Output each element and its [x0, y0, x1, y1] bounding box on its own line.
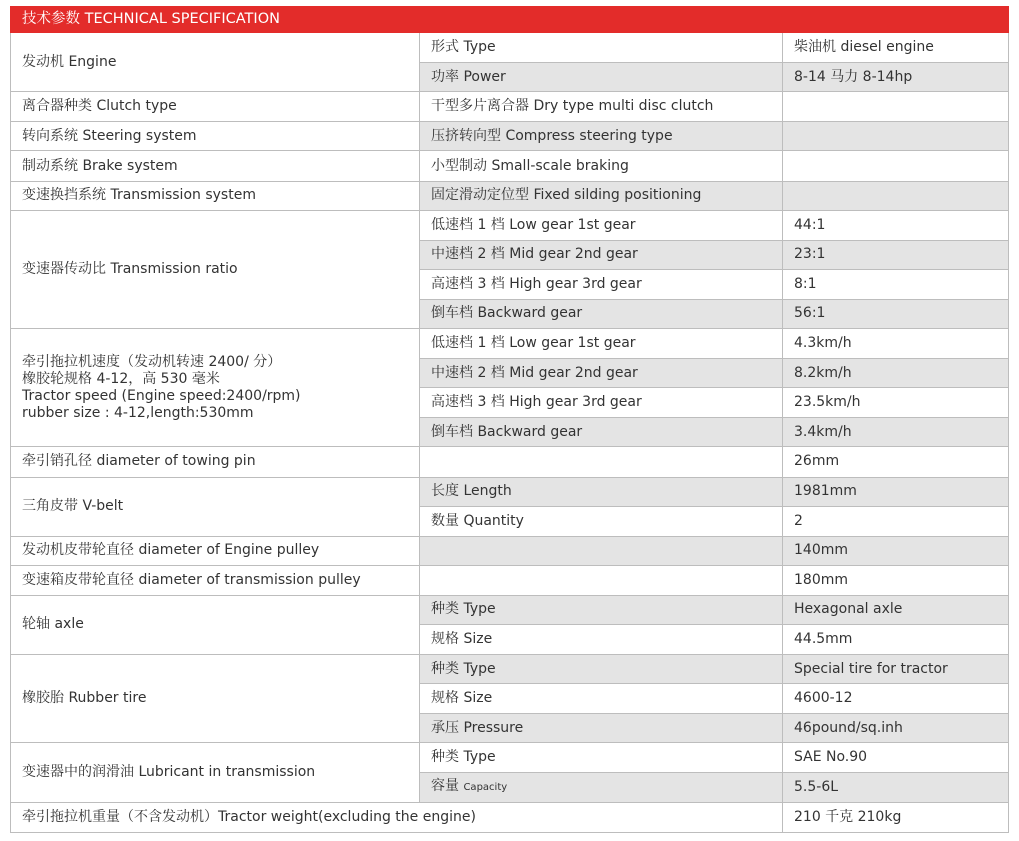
lubricant-type-value: SAE No.90: [783, 743, 1009, 773]
table-row: [11, 477, 1009, 506]
speed-low-value: 4.3km/h: [783, 329, 1009, 359]
steering-value: 压挤转向型 Compress steering type: [420, 122, 783, 151]
table-row: [11, 595, 1009, 624]
ratio-label: 变速器传动比 Transmission ratio: [11, 210, 420, 328]
table-row: [11, 447, 1009, 477]
table-row: [11, 33, 1009, 63]
ratio-low-value: 44:1: [783, 210, 1009, 240]
vbelt-qty-value: 2: [783, 506, 1009, 536]
ratio-high-value: 8:1: [783, 269, 1009, 299]
engine-pulley-value: 140mm: [783, 536, 1009, 565]
table-row: [11, 92, 1009, 122]
table-title: 技术参数 TECHNICAL SPECIFICATION: [11, 7, 420, 33]
table-row: [11, 181, 1009, 210]
table-row: [11, 743, 1009, 773]
axle-size-label: 规格 Size: [420, 624, 783, 654]
ratio-back-label: 倒车档 Backward gear: [420, 299, 783, 328]
vbelt-length-value: 1981mm: [783, 477, 1009, 506]
clutch-label: 离合器种类 Clutch type: [11, 92, 420, 122]
table-row: [11, 802, 1009, 832]
table-row: [11, 210, 1009, 240]
tire-size-value: 4600-12: [783, 684, 1009, 714]
speed-label: [11, 329, 420, 447]
axle-type-value: Hexagonal axle: [783, 595, 1009, 624]
table-row: [11, 151, 1009, 181]
axle-size-value: 44.5mm: [783, 624, 1009, 654]
table-row: [11, 536, 1009, 565]
speed-label-line4: rubber size : 4-12,length:530mm: [22, 404, 254, 421]
steering-label: 转向系统 Steering system: [11, 122, 420, 151]
lubricant-type-label: 种类 Type: [420, 743, 783, 773]
transmission-system-value: 固定滑动定位型 Fixed silding positioning: [420, 181, 783, 210]
tire-pressure-label: 承压 Pressure: [420, 714, 783, 743]
engine-power-label: 功率 Power: [420, 63, 783, 92]
spec-table: [10, 6, 1009, 833]
weight-label: 牵引拖拉机重量（不含发动机）Tractor weight(excluding the engine): [11, 802, 783, 832]
brake-value: 小型制动 Small-scale braking: [420, 151, 783, 181]
lubricant-label: 变速器中的润滑油 Lubricant in transmission: [11, 743, 420, 802]
tire-type-value: Special tire for tractor: [783, 655, 1009, 684]
table-row: [11, 565, 1009, 595]
vbelt-label: 三角皮带 V-belt: [11, 477, 420, 536]
vbelt-qty-label: 数量 Quantity: [420, 506, 783, 536]
tire-type-label: 种类 Type: [420, 655, 783, 684]
speed-back-label: 倒车档 Backward gear: [420, 418, 783, 447]
axle-type-label: 种类 Type: [420, 595, 783, 624]
axle-label: 轮轴 axle: [11, 595, 420, 654]
engine-type-label: 形式 Type: [420, 33, 783, 63]
speed-label-line2: 橡胶轮规格 4-12，高 530 毫米: [22, 370, 220, 387]
ratio-back-value: 56:1: [783, 299, 1009, 328]
ratio-mid-label: 中速档 2 档 Mid gear 2nd gear: [420, 240, 783, 269]
speed-high-label: 高速档 3 档 High gear 3rd gear: [420, 388, 783, 418]
towing-pin-label: 牵引销孔径 diameter of towing pin: [11, 447, 420, 477]
ratio-mid-value: 23:1: [783, 240, 1009, 269]
speed-mid-value: 8.2km/h: [783, 359, 1009, 388]
tire-label: 橡胶胎 Rubber tire: [11, 655, 420, 743]
table-header-row: [11, 7, 1009, 33]
lubricant-capacity-value: 5.5-6L: [783, 773, 1009, 802]
trans-pulley-value: 180mm: [783, 565, 1009, 595]
engine-power-value: 8-14 马力 8-14hp: [783, 63, 1009, 92]
speed-label-line3: Tractor speed (Engine speed:2400/rpm): [22, 387, 301, 404]
lubricant-capacity-label: [420, 773, 783, 802]
vbelt-length-label: 长度 Length: [420, 477, 783, 506]
table-row: [11, 655, 1009, 684]
brake-label: 制动系统 Brake system: [11, 151, 420, 181]
towing-pin-value: 26mm: [783, 447, 1009, 477]
weight-value: 210 千克 210kg: [783, 802, 1009, 832]
speed-high-value: 23.5km/h: [783, 388, 1009, 418]
speed-mid-label: 中速档 2 档 Mid gear 2nd gear: [420, 359, 783, 388]
speed-label-line1: 牵引拖拉机速度（发动机转速 2400/ 分）: [22, 353, 282, 370]
speed-low-label: 低速档 1 档 Low gear 1st gear: [420, 329, 783, 359]
engine-type-value: 柴油机 diesel engine: [783, 33, 1009, 63]
lubricant-capacity-label-en: Capacity: [463, 782, 508, 794]
speed-back-value: 3.4km/h: [783, 418, 1009, 447]
tire-pressure-value: 46pound/sq.inh: [783, 714, 1009, 743]
table-row: [11, 122, 1009, 151]
ratio-low-label: 低速档 1 档 Low gear 1st gear: [420, 210, 783, 240]
engine-label: 发动机 Engine: [11, 33, 420, 92]
lubricant-capacity-label-cn: 容量: [431, 778, 464, 795]
table-row: [11, 329, 1009, 359]
ratio-high-label: 高速档 3 档 High gear 3rd gear: [420, 269, 783, 299]
transmission-system-label: 变速换挡系统 Transmission system: [11, 181, 420, 210]
engine-pulley-label: 发动机皮带轮直径 diameter of Engine pulley: [11, 536, 420, 565]
trans-pulley-label: 变速箱皮带轮直径 diameter of transmission pulley: [11, 565, 420, 595]
clutch-value: 干型多片离合器 Dry type multi disc clutch: [420, 92, 783, 122]
tire-size-label: 规格 Size: [420, 684, 783, 714]
